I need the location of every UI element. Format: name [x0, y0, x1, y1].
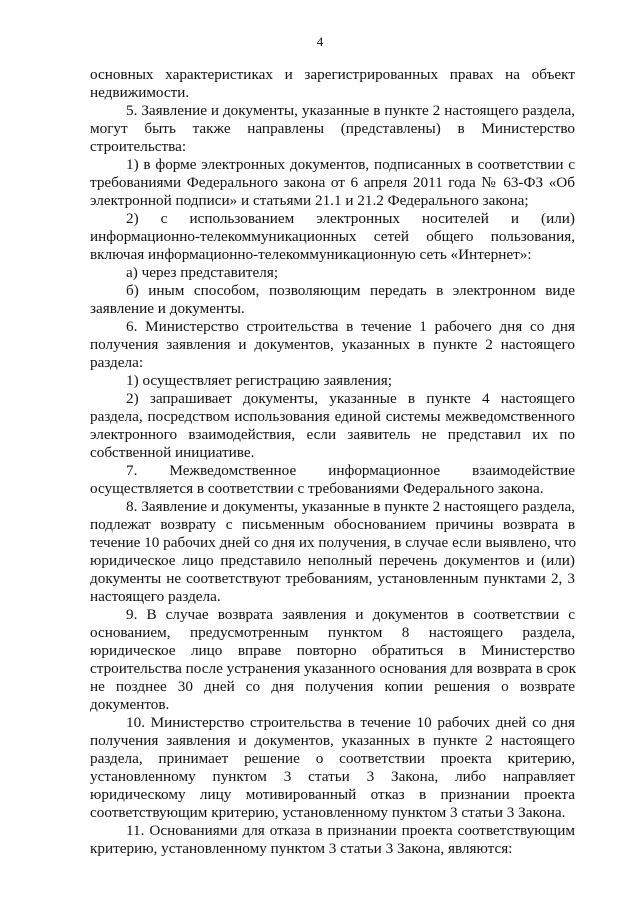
text-line: юридическому лицу мотивированный отказ в признании проекта	[90, 786, 575, 803]
text-line: раздела, принимает решение о соответствии проекта критерию,	[90, 750, 575, 767]
text-line: основных характеристиках и зарегистрированных правах на объект	[90, 66, 575, 83]
text-line: 1) в форме электронных документов, подписанных в соответствии с	[126, 156, 575, 173]
text-line: электронной подписи» и статьями 21.1 и 21.2 Федерального закона;	[90, 192, 529, 209]
text-line: 9. В случае возврата заявления и документов в соответствии с	[126, 606, 575, 623]
text-line: 11. Основаниями для отказа в признании проекта соответствующим	[126, 822, 575, 839]
text-line: документов.	[90, 696, 170, 713]
text-line: информационно-телекоммуникационных сетей общего пользования,	[90, 228, 575, 245]
text-line: установленному пунктом 3 статьи 3 Закона, либо направляет	[90, 768, 575, 785]
text-line: 7. Межведомственное информационное взаимодействие	[126, 462, 575, 479]
text-line: недвижимости.	[90, 84, 190, 101]
text-line: 1) осуществляет регистрацию заявления;	[126, 372, 392, 389]
text-line: получения заявления и документов, указанных в пункте 2 настоящего	[90, 336, 575, 353]
text-line: юридическое лицо вправе повторно обратиться в Министерство	[90, 642, 575, 659]
text-line: собственной инициативе.	[90, 444, 255, 461]
text-line: а) через представителя;	[126, 264, 279, 281]
text-line: подлежат возврату с письменным обоснованием причины возврата в	[90, 516, 575, 533]
text-line: настоящего раздела.	[90, 588, 221, 605]
text-line: документы не соответствуют требованиям, установленным пунктами 2, 3	[90, 570, 575, 587]
text-line: б) иным способом, позволяющим передать в электронном виде	[126, 282, 575, 299]
text-line: 8. Заявление и документы, указанные в пункте 2 настоящего раздела,	[126, 498, 575, 515]
text-line: критерию, установленному пунктом 3 статьи 3 Закона, являются:	[90, 840, 513, 857]
text-line: 6. Министерство строительства в течение 1 рабочего дня со дня	[126, 318, 575, 335]
text-line: заявление и документы.	[90, 300, 245, 317]
text-line: раздела, посредством использования единой системы межведомственного	[90, 408, 575, 425]
text-line: соответствующим критерию, установленному пунктом 3 статьи 3 Закона.	[90, 804, 566, 821]
text-line: юридическое лицо представило неполный перечень документов и (или)	[90, 552, 575, 569]
text-line: строительства после устранения указанного основания для возврата в срок	[90, 660, 576, 677]
text-line: получения заявления и документов, указанных в пункте 2 настоящего	[90, 732, 575, 749]
text-line: 2) запрашивает документы, указанные в пункте 4 настоящего	[126, 390, 575, 407]
text-line: 5. Заявление и документы, указанные в пункте 2 настоящего раздела,	[126, 102, 575, 119]
text-line: 2) с использованием электронных носителей и (или)	[126, 210, 575, 227]
text-line: течение 10 рабочих дней со дня их получения, в случае если выявлено, что	[90, 534, 577, 551]
text-line: могут быть также направлены (представлены) в Министерство	[90, 120, 575, 137]
text-line: осуществляется в соответствии с требованиями Федерального закона.	[90, 480, 544, 497]
text-line: раздела:	[90, 354, 144, 371]
text-line: строительства:	[90, 138, 187, 155]
text-line: требованиями Федерального закона от 6 апреля 2011 года № 63-ФЗ «Об	[90, 174, 575, 191]
text-line: электронного взаимодействия, если заявитель не представил их по	[90, 426, 575, 443]
text-line: включая информационно-телекоммуникационную сеть «Интернет»:	[90, 246, 532, 263]
page-number: 4	[316, 34, 324, 49]
text-line: основанием, предусмотренным пунктом 8 настоящего раздела,	[90, 624, 575, 641]
text-line: 10. Министерство строительства в течение 10 рабочих дней со дня	[126, 714, 575, 731]
text-line: не позднее 30 дней со дня получения копии решения о возврате	[90, 678, 575, 695]
